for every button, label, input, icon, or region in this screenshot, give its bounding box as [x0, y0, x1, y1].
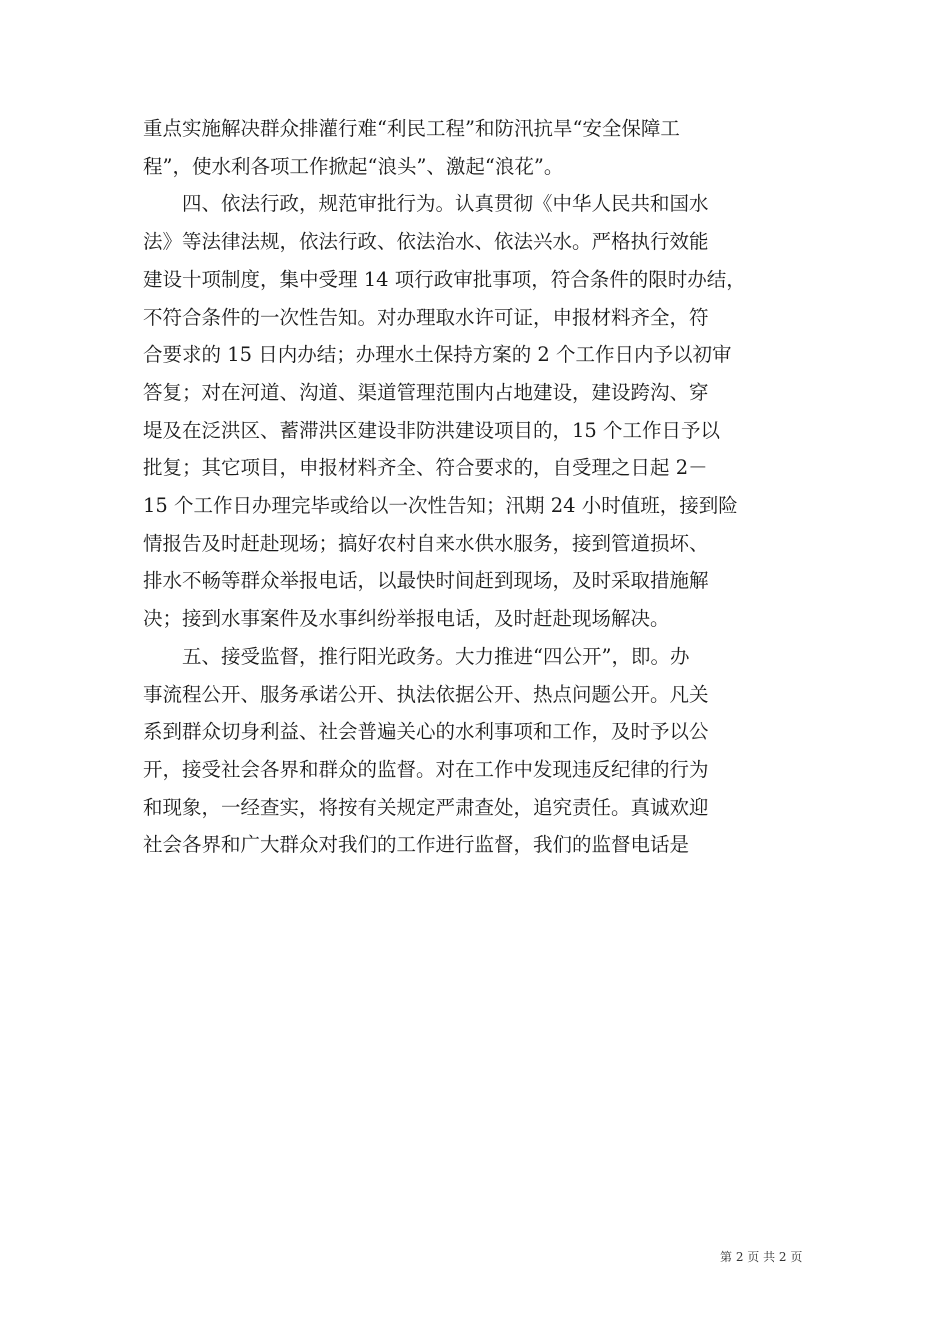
text-line: 五、接受监督，推行阳光政务。大力推进“四公开”，即。办 [182, 644, 690, 668]
text-line: 批复；其它项目，申报材料齐全、符合要求的，自受理之日起 2－ [143, 456, 708, 480]
text-line: 堤及在泛洪区、蓄滞洪区建设非防洪建设项目的，15 个工作日予以 [143, 418, 721, 442]
text-line: 事流程公开、服务承诺公开、执法依据公开、热点问题公开。凡关 [143, 682, 709, 706]
document-body [143, 110, 808, 864]
text-line: 15 个工作日办理完毕或给以一次性告知；汛期 24 小时值班，接到险 [143, 494, 738, 518]
text-line: 系到群众切身利益、社会普遍关心的水利事项和工作，及时予以公 [143, 720, 709, 744]
text-line: 合要求的 15 日内办结；办理水土保持方案的 2 个工作日内予以初审 [143, 343, 732, 367]
text-line: 重点实施解决群众排灌行难“利民工程”和防汛抗旱“安全保障工 [143, 117, 680, 140]
text-line: 和现象，一经查实，将按有关规定严肃查处，追究责任。真诚欢迎 [143, 795, 709, 819]
text-line: 排水不畅等群众举报电话，以最快时间赶到现场，及时采取措施解 [143, 569, 709, 593]
text-line: 四、依法行政，规范审批行为。认真贯彻《中华人民共和国水 [182, 192, 709, 216]
text-line: 开，接受社会各界和群众的监督。对在工作中发现违反纪律的行为 [143, 757, 709, 781]
paragraph-2 [143, 185, 808, 637]
paragraph-3 [143, 638, 808, 864]
text-line: 答复；对在河道、沟道、渠道管理范围内占地建设，建设跨沟、穿 [143, 380, 709, 404]
text-line: 社会各界和广大群众对我们的工作进行监督，我们的监督电话是 [143, 833, 690, 857]
text-line: 不符合条件的一次性告知。对办理取水许可证，申报材料齐全，符 [143, 305, 709, 329]
paragraph-1 [143, 110, 808, 185]
text-line: 建设十项制度，集中受理 14 项行政审批事项，符合条件的限时办结， [143, 267, 746, 291]
text-line: 情报告及时赶赴现场；搞好农村自来水供水服务，接到管道损坏、 [143, 531, 709, 555]
page-number-footer: 第 2 页 共 2 页 [720, 1250, 803, 1264]
text-line: 法》等法律法规，依法行政、依法治水、依法兴水。严格执行效能 [143, 230, 709, 254]
text-line: 决；接到水事案件及水事纠纷举报电话，及时赶赴现场解决。 [143, 607, 670, 631]
text-line: 程”，使水利各项工作掀起“浪头”、激起“浪花”。 [143, 154, 564, 178]
